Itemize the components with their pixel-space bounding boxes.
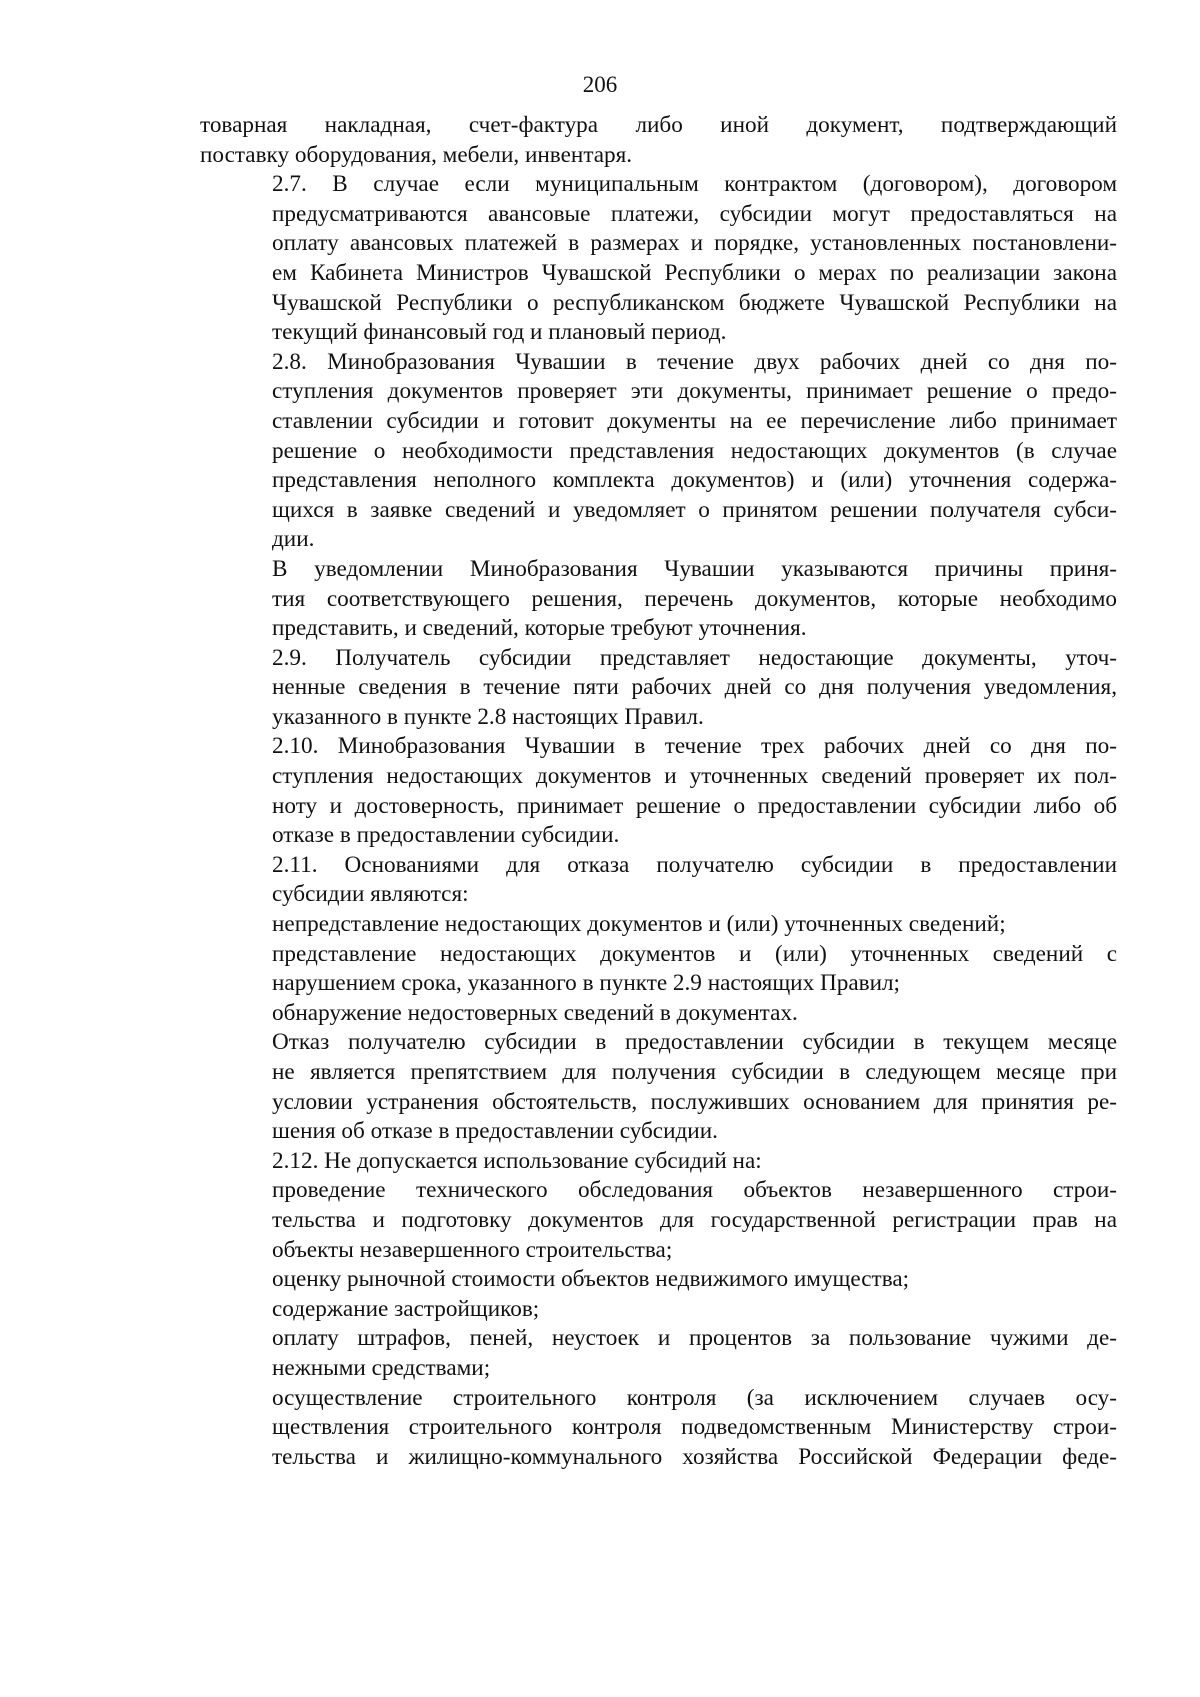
paragraph-p6 <box>200 732 1117 850</box>
text-line: оплату штрафов, пеней, неустоек и процентов за пользование чужими де- <box>272 1325 1117 1352</box>
text-line: В уведомлении Минобразования Чувашии указываются причины приня- <box>272 555 1117 582</box>
text-line: ступления документов проверяет эти документы, принимает решение о предо- <box>272 378 1117 405</box>
paragraph-p12 <box>200 1147 1117 1177</box>
text-line: 2.10. Минобразования Чувашии в течение трех рабочих дней со дня по- <box>272 733 1117 760</box>
text-line: тия соответствующего решения, перечень документов, которые необходимо <box>272 585 1117 612</box>
text-line: представить, и сведений, которые требуют уточнения. <box>272 615 807 642</box>
paragraph-p17 <box>200 1384 1117 1473</box>
text-line: 2.9. Получатель субсидии представляет недостающие документы, уточ- <box>272 644 1117 671</box>
text-line: 2.12. Не допускается использование субсидий на: <box>272 1147 762 1174</box>
document-body <box>200 111 1117 1472</box>
paragraph-p3 <box>200 348 1117 555</box>
text-line: дии. <box>272 526 315 553</box>
text-line: решение о необходимости представления недостающих документов (в случае <box>272 437 1117 464</box>
paragraph-p13 <box>200 1176 1117 1265</box>
page-number: 206 <box>582 72 618 97</box>
text-line: оценку рыночной стоимости объектов недвижимого имущества; <box>272 1266 910 1293</box>
text-line: ступления недостающих документов и уточненных сведений проверяет их пол- <box>272 763 1117 790</box>
text-line: Чувашской Республики о республиканском бюджете Чувашской Республики на <box>272 289 1117 316</box>
paragraph-p2 <box>200 170 1117 348</box>
text-line: содержание застройщиков; <box>272 1295 540 1322</box>
paragraph-p9 <box>200 940 1117 999</box>
paragraph-p11 <box>200 1028 1117 1146</box>
text-line: тельства и жилищно-коммунального хозяйства Российской Федерации феде- <box>272 1443 1117 1470</box>
text-line: 2.11. Основаниями для отказа получателю субсидии в предоставлении <box>272 851 1117 878</box>
text-line: отказе в предоставлении субсидии. <box>272 822 620 849</box>
text-line: представление недостающих документов и (или) уточненных сведений с <box>272 940 1117 967</box>
text-line: поставку оборудования, мебели, инвентаря. <box>200 141 633 168</box>
text-line: условии устранения обстоятельств, послуживших основанием для принятия ре- <box>272 1088 1117 1115</box>
text-line: нежными средствами; <box>272 1354 491 1381</box>
text-line: проведение технического обследования объектов незавершенного строи- <box>272 1177 1117 1204</box>
text-line: ем Кабинета Министров Чувашской Республики о мерах по реализации закона <box>272 259 1117 286</box>
text-line: непредставление недостающих документов и (или) уточненных сведений; <box>272 911 1006 938</box>
paragraph-p15 <box>200 1295 1117 1325</box>
text-line: ноту и достоверность, принимает решение о предоставлении субсидии либо об <box>272 792 1117 819</box>
text-line: обнаружение недостоверных сведений в документах. <box>272 999 798 1026</box>
paragraph-p1 <box>200 111 1117 170</box>
paragraph-p7 <box>200 851 1117 910</box>
paragraph-p16 <box>200 1324 1117 1383</box>
text-line: текущий финансовый год и плановый период. <box>272 319 727 346</box>
text-line: товарная накладная, счет-фактура либо иной документ, подтверждающий <box>200 112 1117 138</box>
text-line: субсидии являются: <box>272 881 469 908</box>
text-line: ставлении субсидии и готовит документы на ее перечисление либо принимает <box>272 407 1117 434</box>
text-line: осуществление строительного контроля (за исключением случаев осу- <box>272 1384 1117 1411</box>
text-line: 2.8. Минобразования Чувашии в течение двух рабочих дней со дня по- <box>272 348 1117 375</box>
paragraph-p4 <box>200 555 1117 644</box>
text-line: предусматриваются авансовые платежи, субсидии могут предоставляться на <box>272 200 1117 227</box>
text-line: ненные сведения в течение пяти рабочих дней со дня получения уведомления, <box>272 674 1117 701</box>
text-line: ществления строительного контроля подведомственным Министерству строи- <box>272 1414 1117 1441</box>
paragraph-p14 <box>200 1265 1117 1295</box>
text-line: указанного в пункте 2.8 настоящих Правил. <box>272 703 704 730</box>
text-line: 2.7. В случае если муниципальным контрактом (договором), договором <box>272 171 1117 198</box>
text-line: щихся в заявке сведений и уведомляет о принятом решении получателя субси- <box>272 496 1117 523</box>
text-line: объекты незавершенного строительства; <box>272 1236 673 1263</box>
text-line: нарушением срока, указанного в пункте 2.9 настоящих Правил; <box>272 970 900 997</box>
text-line: Отказ получателю субсидии в предоставлении субсидии в текущем месяце <box>272 1029 1117 1056</box>
text-line: представления неполного комплекта документов) и (или) уточнения содержа- <box>272 467 1117 494</box>
text-line: оплату авансовых платежей в размерах и порядке, установленных постановлени- <box>272 230 1117 257</box>
text-line: шения об отказе в предоставлении субсидии. <box>272 1118 718 1145</box>
paragraph-p10 <box>200 999 1117 1029</box>
paragraph-p8 <box>200 910 1117 940</box>
text-line: не является препятствием для получения субсидии в следующем месяце при <box>272 1059 1117 1085</box>
text-line: тельства и подготовку документов для государственной регистрации прав на <box>272 1206 1117 1233</box>
paragraph-p5 <box>200 644 1117 733</box>
